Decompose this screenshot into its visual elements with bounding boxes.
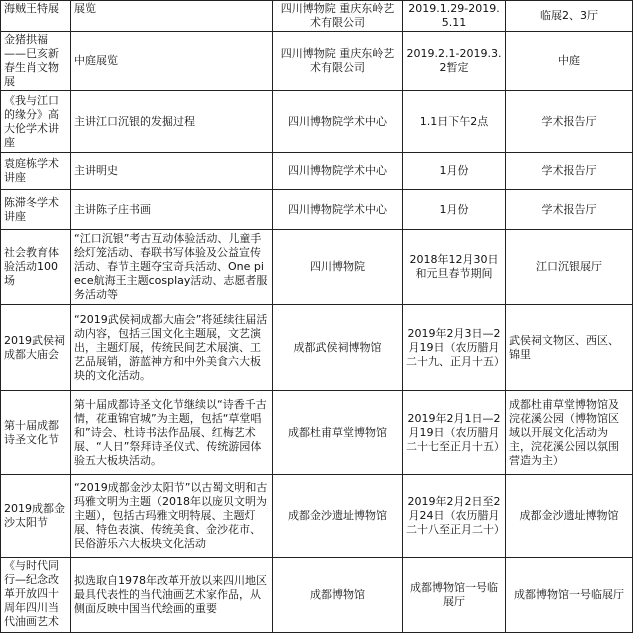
cell-time: 2019.1.29-2019.5.11 bbox=[403, 1, 506, 32]
table-row bbox=[1, 91, 633, 153]
cell-organizer: 成都金沙遗址博物馆 bbox=[273, 475, 403, 558]
cell-time: 2019.2.1-2019.3.2暂定 bbox=[403, 32, 506, 91]
table-row bbox=[1, 558, 633, 633]
cell-content: 主讲明史 bbox=[71, 153, 273, 190]
cell-content: 中庭展览 bbox=[71, 32, 273, 91]
cell-organizer: 成都武侯祠博物馆 bbox=[273, 305, 403, 391]
cell-venue: 成都金沙遗址博物馆 bbox=[506, 475, 633, 558]
cell-content: 主讲陈子庄书画 bbox=[71, 190, 273, 230]
cell-content: “2019武侯祠成都大庙会”将延续往届活动内容，包括三国文化主题展，文艺演出，主题灯展，传统民间艺术展演、工艺品展销，游蓝神方和中外美食六大板块的文化活动。 bbox=[71, 305, 273, 391]
cell-venue: 江口沉银展厅 bbox=[506, 230, 633, 305]
cell-venue: 中庭 bbox=[506, 32, 633, 91]
cell-venue: 成都博物馆一号临展厅 bbox=[506, 558, 633, 633]
cell-content: 展览 bbox=[71, 1, 273, 32]
cell-content: 拟选取自1978年改革开放以来四川地区最具代表性的当代油画艺术家作品，从侧面反映中国当代绘画的重要 bbox=[71, 558, 273, 633]
table-body bbox=[1, 1, 633, 633]
cell-venue: 武侯祠文物区、西区、锦里 bbox=[506, 305, 633, 391]
cell-content: “江口沉银”考古互动体验活动、儿童手绘灯笼活动、春联书写体验及公益宣传活动、春节主题夺宝奇兵活动、One piece航海王主题cosplay活动、志愿者服务活动等 bbox=[71, 230, 273, 305]
cell-organizer: 成都博物馆 bbox=[273, 558, 403, 633]
table-row bbox=[1, 1, 633, 32]
cell-time: 1.1日下午2点 bbox=[403, 91, 506, 153]
table-row bbox=[1, 32, 633, 91]
table-row bbox=[1, 230, 633, 305]
cell-organizer: 四川博物院 bbox=[273, 230, 403, 305]
cell-time: 1月份 bbox=[403, 153, 506, 190]
cell-content: “2019成都金沙太阳节”以古蜀文明和古玛雅文明为主题（2018年以庞贝文明为主题），包括古玛雅文明特展、主题灯展、特色表演、传统美食、金沙花市、民俗游乐六大板块文化活动 bbox=[71, 475, 273, 558]
cell-content: 主讲江口沉银的发掘过程 bbox=[71, 91, 273, 153]
table-row bbox=[1, 153, 633, 190]
table-row bbox=[1, 391, 633, 475]
cell-name: 2019成都金沙太阳节 bbox=[1, 475, 71, 558]
cell-organizer: 四川博物院学术中心 bbox=[273, 190, 403, 230]
cell-organizer: 成都杜甫草堂博物馆 bbox=[273, 391, 403, 475]
cell-name: 金猪拱福——巳亥新春生肖文物展 bbox=[1, 32, 71, 91]
cell-name: 袁庭栋学术讲座 bbox=[1, 153, 71, 190]
cell-time: 2019年2月3日—2月19日（农历腊月二十九、正月十五） bbox=[403, 305, 506, 391]
cell-content: 第十届成都诗圣文化节继续以“诗香千古情，花重锦官城”为主题，包括“草堂唱和”诗会、杜诗书法作品展、红梅艺术展、“人日”祭拜诗圣仪式、传统游园体验五大板块活动。 bbox=[71, 391, 273, 475]
cell-time: 2019年2月2日至2月24日（农历腊月二十八至正月二十） bbox=[403, 475, 506, 558]
cell-time: 1月份 bbox=[403, 190, 506, 230]
cell-venue: 学术报告厅 bbox=[506, 153, 633, 190]
cell-name: 海贼王特展 bbox=[1, 1, 71, 32]
cell-name: 《与时代同行—纪念改革开放四十周年四川当代油画艺术 bbox=[1, 558, 71, 633]
cell-name: 社会教育体验活动100场 bbox=[1, 230, 71, 305]
table-row bbox=[1, 475, 633, 558]
cell-venue: 临展2、3厅 bbox=[506, 1, 633, 32]
cell-venue: 学术报告厅 bbox=[506, 190, 633, 230]
table-row bbox=[1, 305, 633, 391]
cell-name: 2019武侯祠成都大庙会 bbox=[1, 305, 71, 391]
table-row bbox=[1, 190, 633, 230]
cell-organizer: 四川博物院学术中心 bbox=[273, 91, 403, 153]
cell-organizer: 四川博物院 重庆东岭艺术有限公司 bbox=[273, 1, 403, 32]
cell-name: 第十届成都诗圣文化节 bbox=[1, 391, 71, 475]
cell-name: 陈滞冬学术讲座 bbox=[1, 190, 71, 230]
cell-organizer: 四川博物院学术中心 bbox=[273, 153, 403, 190]
cell-name: 《我与江口的缘分》高大伦学术讲座 bbox=[1, 91, 71, 153]
cell-time: 2019年2月1日—2月19日（农历腊月二十七至正月十五） bbox=[403, 391, 506, 475]
cell-time: 2018年12月30日和元旦春节期间 bbox=[403, 230, 506, 305]
cell-venue: 成都杜甫草堂博物馆及浣花溪公园（博物馆区域以开展文化活动为主，浣花溪公园以氛围营造为主） bbox=[506, 391, 633, 475]
cell-organizer: 四川博物院 重庆东岭艺术有限公司 bbox=[273, 32, 403, 91]
cell-time: 成都博物馆一号临展厅 bbox=[403, 558, 506, 633]
cell-venue: 学术报告厅 bbox=[506, 91, 633, 153]
